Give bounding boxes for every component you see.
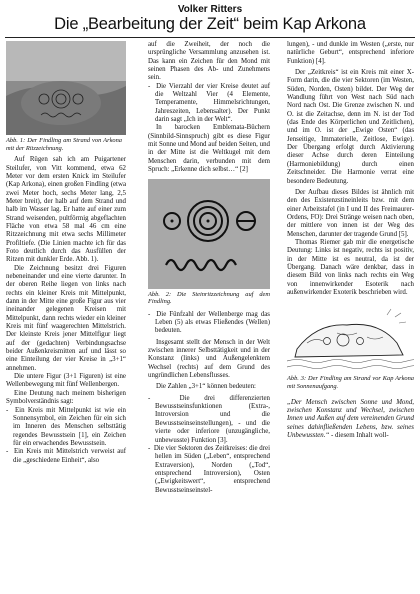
symbol-list	[6, 407, 126, 465]
paragraph: Der „Zeitkreis“ ist ein Kreis mit einer X-Form darin, die die vier Sektoren (im Westen, Süden, Norden, Osten) bildet. Der Weg der Wandlung führt von West nach Süd nach Nord nach Ost. Die Grenze zwischen N. und O. ist die Zeitachse, denn im N. ist der Tod (das Ende des Körperlichen und Zeitlichen), und im O. ist der „Ewige Osten“ (das Jenseitige, Immaterielle, Zeitlose, Ewige). Der Übergang erfolgt durch Aktivierung dieser Achse durch deren Einteilung (Harmoniebildung) durch einen Zeitschneider. Die Harmonie verrat eine besondere Bedeutung.	[287, 69, 414, 185]
figure-2-caption: Abb. 2: Die Steinritzzeichnung auf dem Findling.	[148, 290, 270, 306]
article-title: Die „Bearbeitung der Zeit“ beim Kap Arkona	[54, 15, 366, 33]
figure-3-caption: Abb. 3: Der Findling am Strand vor Kap Arkona mit Sonnenaufgang.	[287, 375, 414, 390]
figure-1-photo	[6, 41, 126, 135]
list-item: - Die vier Sektoren des Zeitkreises: die drei hellen im Süden („Leben“, entsprechend Extraversion), Norden („Tod“, entsprechend Introversion), Osten („Ewigkeitswert“, entsprechend Bewusstseinseinstel-	[148, 445, 270, 495]
closing-quote-tail: - diesem Inhalt woll-	[329, 431, 389, 439]
beach-stone-image	[6, 41, 126, 135]
paragraph: Die Zeichnung besitzt drei Figuren nebeneinander und eine vierte darunter. In der oberen Reihe liegen von links nach rechts ein kleiner Kreis mit Mittelpunkt, dann in der Mitte eine große Figur aus vier ineinander gelegenen Kreisen mit Mittelpunkt, dann rechts wieder ein kleiner Kreis mit fünf waagerechten Mittelstrich. Der kleinste Kreis jener Mittelfigur liegt auf der (gedachten) Verbindungsachse beider Außenkreismitten auf und lässt so eine Einteilung der vier Kreise in „3+1“ annehmen.	[6, 264, 126, 372]
paragraph: lungen), - und dunkle im Westen („erste, nur natürliche Geburt“, entsprechend inferiore Funktion) [4].	[287, 41, 414, 65]
numbers-list	[148, 83, 270, 125]
list-item: - Die Fünfzahl der Wellenberge mag das Leben (5) als etwas Fließendes (Wellen) bedeuten.	[148, 311, 270, 336]
paragraph: Insgesamt stellt der Mensch in der Welt zwischen innerer Selbsttätigkeit und in der Konstanz (links) und Außengelenktem Wechsel (rechts) auf dem Grund des ungründlichen Lebensflusses.	[148, 338, 270, 380]
list-item: - Die Vierzahl der vier Kreise deutet auf die Weltzahl Vier (4 Elemente, Temperamente, Himmelsrichtungen, Jahreszeiten, Lebensalter). Der Punkt darin sagt „Ich in der Welt“.	[148, 83, 270, 125]
paragraph: In barocken Emblemata-Büchern (Sinnbild-Sinnspruch) gibt es diese Figur mit Sonne und Mond auf beiden Seiten, und in der Mitte ist die Weltkugel mit dem Menschen darin, verbunden mit dem Spruch: „Erkenne dich selbst…“ [2]	[148, 124, 270, 174]
stone-carving-image	[148, 179, 270, 289]
meanings-list	[148, 395, 270, 495]
figure-2-photo	[148, 179, 270, 289]
list-item: - Ein Kreis mit Mittelpunkt ist wie ein Sonnensymbol, ein Zeichen für ein sich im Inneren des Menschen selbsttätig regendes Bewusstsein [1], ein Zeichen für ein erwachendes Bewusstsein.	[6, 407, 126, 449]
column-1	[6, 41, 126, 465]
author-name: Volker Ritters	[177, 4, 243, 15]
paragraph: Thomas Riemer gab mir die energetische Deutung: Links ist negativ, rechts ist positiv, in der Mitte ist es neutral, da ist der Übergang. Danach wäre denkbar, dass in diesem Bild von links nach rechts ein Weg von innenwirkender Esoterik nach außenwirkender Exoterik beschrieben wird.	[287, 238, 414, 296]
closing-quote: „Der Mensch zwischen Sonne und Mond, zwischen Konstanz und Wechsel, zwischen Innen und Außen auf dem vereinenden Grund seines dahinfließenden Lebens, bzw. seines Unbewussten.“	[287, 398, 414, 439]
paragraph: Die untere Figur (3+1 Figuren) ist eine Wellenbewegung mit fünf Wellenbergen.	[6, 373, 126, 389]
paragraph: Der Aufbau dieses Bildes ist ähnlich mit den des Existenzstineinleits bzw. mit dem einer Arbeitstafel (in I und II des Freimaurer-Ordens, FO): Drei Stränge weisen nach oben, der mittlere von innen ist der Weg des Menschen, darunter der tragende Grund [5].	[287, 188, 414, 238]
paragraph: Eine Deutung nach meinem bisherigen Symbolverständnis sagt:	[6, 389, 126, 406]
paragraph: Die Zahlen „3+1“ können bedeuten:	[156, 383, 256, 391]
list-item: - Die drei differenzierten Bewusstseinsfunktionen (Extra-, Introversion und die Bewusstseinseinstellungen), - und die vierte oder inferiore (unzugängliche, unbewusste) Funktion [3].	[148, 395, 270, 445]
waves-list	[148, 311, 270, 336]
paragraph: auf die Zweiheit, der noch die ursprüngliche Versammlung anzusehen ist. Das kann ein Zeichen für den Mond mit seinen Phasen des Ab- und Zunehmens sein.	[148, 41, 270, 82]
column-2	[148, 41, 270, 495]
stone-sunrise-drawing	[287, 303, 414, 373]
title-rule	[5, 37, 415, 38]
closing-quote-paragraph	[287, 399, 414, 441]
list-item: - Ein Kreis mit Mittelstrich verweist auf die „geschiedene Einheit“, also	[6, 448, 126, 465]
figure-3-drawing	[287, 303, 414, 373]
paragraph: Auf Rügen sah ich am Puigartener Steilufer, von Vitt kommend, etwa 62 Meter vor dem ersten Knick im Steilufer (Kap Arkona), einen großen Findling (etwa zwei Meter hoch, sechs Meter lang, 2,5 Meter breit), der halb auf dem Strand und halb im Wasser lag. Er hatte auf einer zum Strand weisenden, pultförmig abgeflachten Fläche von etwa 58 mal 46 cm eine Ritzzeichnung mit etwa sechs Millimeter Profiltiefe. (Die Linien machte ich für das Foto deutlich durch das Ausfüllen der Ritzen mit dunkler Erde. Abb. 1).	[6, 156, 126, 264]
column-3	[287, 41, 414, 440]
figure-1-caption: Abb. 1: Der Findling am Strand von Arkona mit der Ritzzeichnung.	[6, 137, 122, 152]
